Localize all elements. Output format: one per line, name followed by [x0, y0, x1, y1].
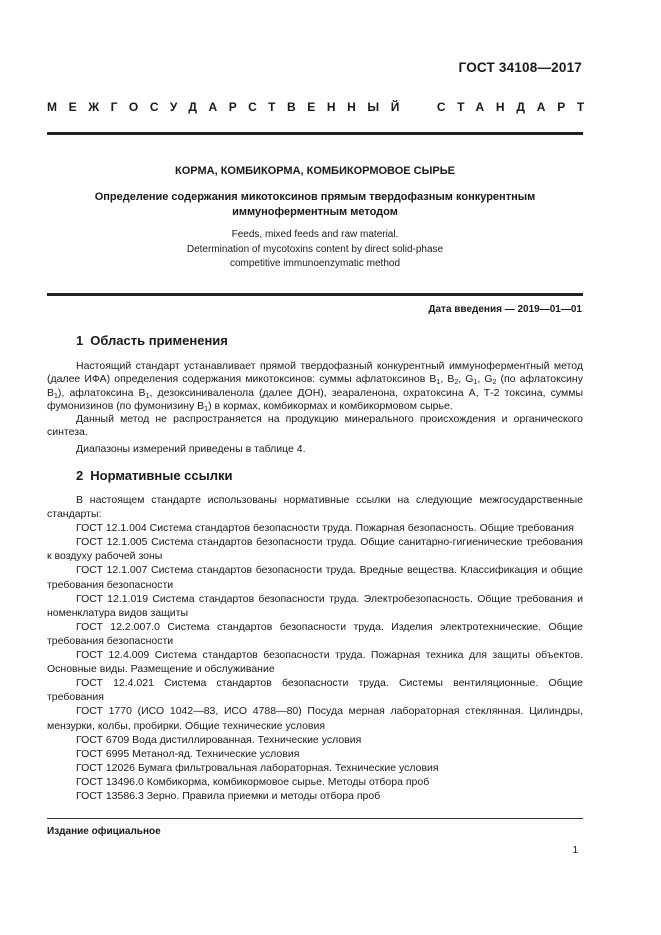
references-intro: В настоящем стандарте использованы нормативные ссылки на следующие межгосударственные стандарты:	[47, 494, 583, 521]
section-2-heading	[76, 468, 232, 483]
gost-number: ГОСТ 34108—2017	[458, 60, 582, 75]
reference-item: ГОСТ 12.1.005 Система стандартов безопасности труда. Общие санитарно-гигиенические требования к воздуху рабочей зоны	[47, 536, 583, 563]
normative-references-list	[47, 493, 583, 803]
interstate-standard-label	[47, 100, 596, 114]
document-subtitle	[47, 190, 583, 220]
interstate-word: МЕЖГОСУДАРСТВЕННЫЙ	[47, 100, 411, 114]
subtitle-line: иммуноферментным методом	[232, 206, 398, 218]
introduction-date: Дата введения — 2019—01—01	[428, 304, 582, 315]
reference-item: ГОСТ 12.2.007.0 Система стандартов безопасности труда. Изделия электротехнические. Общие требования безопасности	[47, 620, 583, 647]
title-rule	[47, 293, 583, 296]
reference-item: ГОСТ 12.4.021 Система стандартов безопасности труда. Системы вентиляционные. Общие требования	[47, 677, 583, 704]
scope-paragraph: Данный метод не распространяется на продукцию минерального происхождения и органического синтеза.	[47, 413, 583, 439]
section-title: Область применения	[90, 333, 228, 348]
reference-item: ГОСТ 12.1.019 Система стандартов безопасности труда. Электробезопасность. Общие требования и номенклатура видов защиты	[47, 592, 583, 619]
standard-word: СТАНДАРТ	[436, 100, 596, 114]
english-title-line: competitive immunoenzymatic method	[229, 258, 401, 269]
reference-item: ГОСТ 6995 Метанол-яд. Технические условия	[76, 747, 300, 760]
section-number: 1	[76, 333, 84, 348]
section-1-heading	[76, 333, 228, 348]
official-edition-label: Издание официальное	[47, 826, 161, 837]
english-title-line: Feeds, mixed feeds and raw material.	[231, 229, 399, 240]
header-rule	[47, 132, 583, 135]
reference-item: ГОСТ 12.1.007 Система стандартов безопасности труда. Вредные вещества. Классификация и общие требования безопасности	[47, 564, 583, 591]
section-number: 2	[76, 468, 84, 483]
english-title	[47, 228, 583, 272]
page-number: 1	[572, 845, 578, 856]
scope-paragraph: Настоящий стандарт устанавливает прямой твердофазный конкурентный иммуноферментный метод (далее ИФА) определения содержания микотоксинов: суммы афлатоксинов $B_1$, $B_2$, $G_1$, $G_2$ (по афлатоксину $B_1$), афлатоксина $B_1$, дезоксиниваленола (далее ДОН), зеараленона, охратоксина А, Т-2 токсина, суммы фумонизинов (по фумонизину $B_1$) в кормах, комбикормах и комбикормовом сырье.	[47, 360, 583, 413]
reference-item: ГОСТ 12.1.004 Система стандартов безопасности труда. Пожарная безопасность. Общие требования	[76, 522, 574, 535]
scope-paragraph: Диапазоны измерений приведены в таблице 4.	[76, 442, 306, 455]
footer-rule	[47, 818, 583, 819]
section-1-body	[47, 360, 583, 456]
subtitle-line: Определение содержания микотоксинов прямым твердофазным конкурентным	[94, 191, 536, 203]
document-title: КОРМА, КОМБИКОРМА, КОМБИКОРМОВОЕ СЫРЬЕ	[175, 165, 455, 177]
english-title-line: Determination of mycotoxins content by direct solid-phase	[186, 243, 444, 255]
reference-item: ГОСТ 13496.0 Комбикорма, комбикормовое сырье. Методы отбора проб	[76, 775, 430, 788]
reference-item: ГОСТ 13586.3 Зерно. Правила приемки и методы отбора проб	[76, 789, 381, 802]
reference-item: ГОСТ 6709 Вода дистиллированная. Технические условия	[76, 733, 362, 746]
section-title: Нормативные ссылки	[90, 468, 233, 483]
reference-item: ГОСТ 12.4.009 Система стандартов безопасности труда. Пожарная техника для защиты объектов. Основные виды. Размещение и обслуживание	[47, 649, 583, 676]
reference-item: ГОСТ 12026 Бумага фильтровальная лабораторная. Технические условия	[76, 761, 439, 774]
reference-item: ГОСТ 1770 (ИСО 1042—83, ИСО 4788—80) Посуда мерная лабораторная стеклянная. Цилиндры, мензурки, колбы, пробирки. Общие технические условия	[47, 705, 583, 732]
